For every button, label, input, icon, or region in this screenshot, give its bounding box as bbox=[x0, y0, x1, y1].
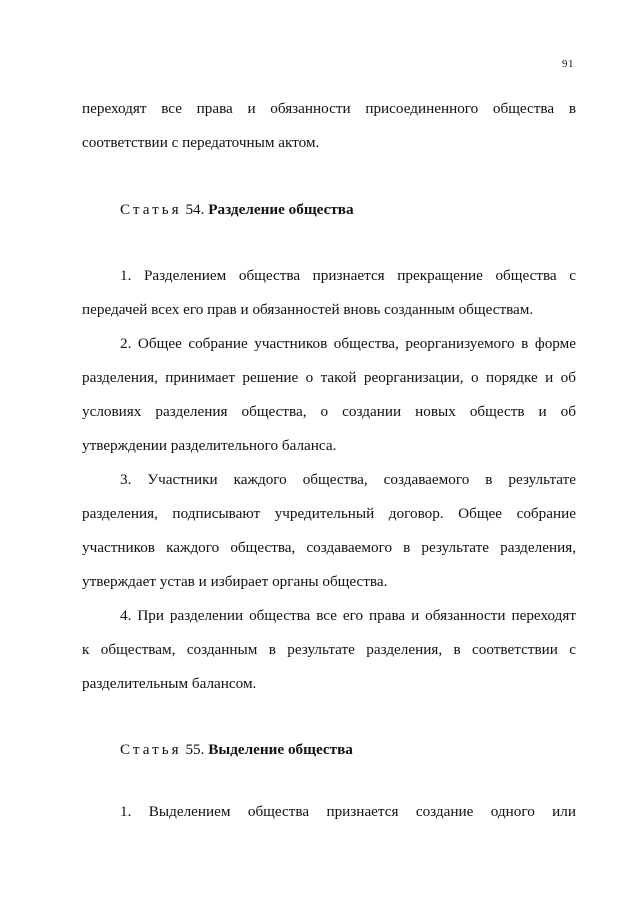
text-line: передачей всех его прав и обязанностей вновь созданным обществам. bbox=[82, 301, 534, 318]
page-number: 91 bbox=[562, 58, 574, 70]
article-number: 55. bbox=[185, 741, 205, 758]
article-54-heading bbox=[120, 200, 576, 220]
article-label: Статья bbox=[120, 201, 182, 218]
text-line: утверждении разделительного баланса. bbox=[82, 437, 337, 454]
article-label: Статья bbox=[120, 741, 182, 758]
text-line: разделительным балансом. bbox=[82, 675, 257, 692]
article-title: Выделение общества bbox=[208, 741, 353, 758]
text-line: 1. Выделением общества признается создание одного или bbox=[120, 803, 576, 820]
text-line: переходят все права и обязанности присоединенного общества в bbox=[82, 100, 576, 117]
text-line: 2. Общее собрание участников общества, реорганизуемого в форме bbox=[120, 335, 576, 352]
text-line: утверждает устав и избирает органы общества. bbox=[82, 573, 388, 590]
text-line: соответствии с передаточным актом. bbox=[82, 134, 320, 151]
article-number: 54. bbox=[185, 201, 205, 218]
text-line: разделения, принимает решение о такой реорганизации, о порядке и об bbox=[82, 369, 576, 386]
text-line: 4. При разделении общества все его права и обязанности переходят bbox=[120, 607, 576, 624]
text-line: 1. Разделением общества признается прекращение общества с bbox=[120, 267, 576, 284]
text-line: участников каждого общества, создаваемого в результате разделения, bbox=[82, 539, 576, 556]
text-line: 3. Участники каждого общества, создаваемого в результате bbox=[120, 471, 576, 488]
article-title: Разделение общества bbox=[208, 201, 354, 218]
text-line: к обществам, созданным в результате разделения, в соответствии с bbox=[82, 641, 576, 658]
text-line: разделения, подписывают учредительный договор. Общее собрание bbox=[82, 505, 576, 522]
article-55-heading bbox=[120, 740, 576, 760]
text-line: условиях разделения общества, о создании новых обществ и об bbox=[82, 403, 576, 420]
